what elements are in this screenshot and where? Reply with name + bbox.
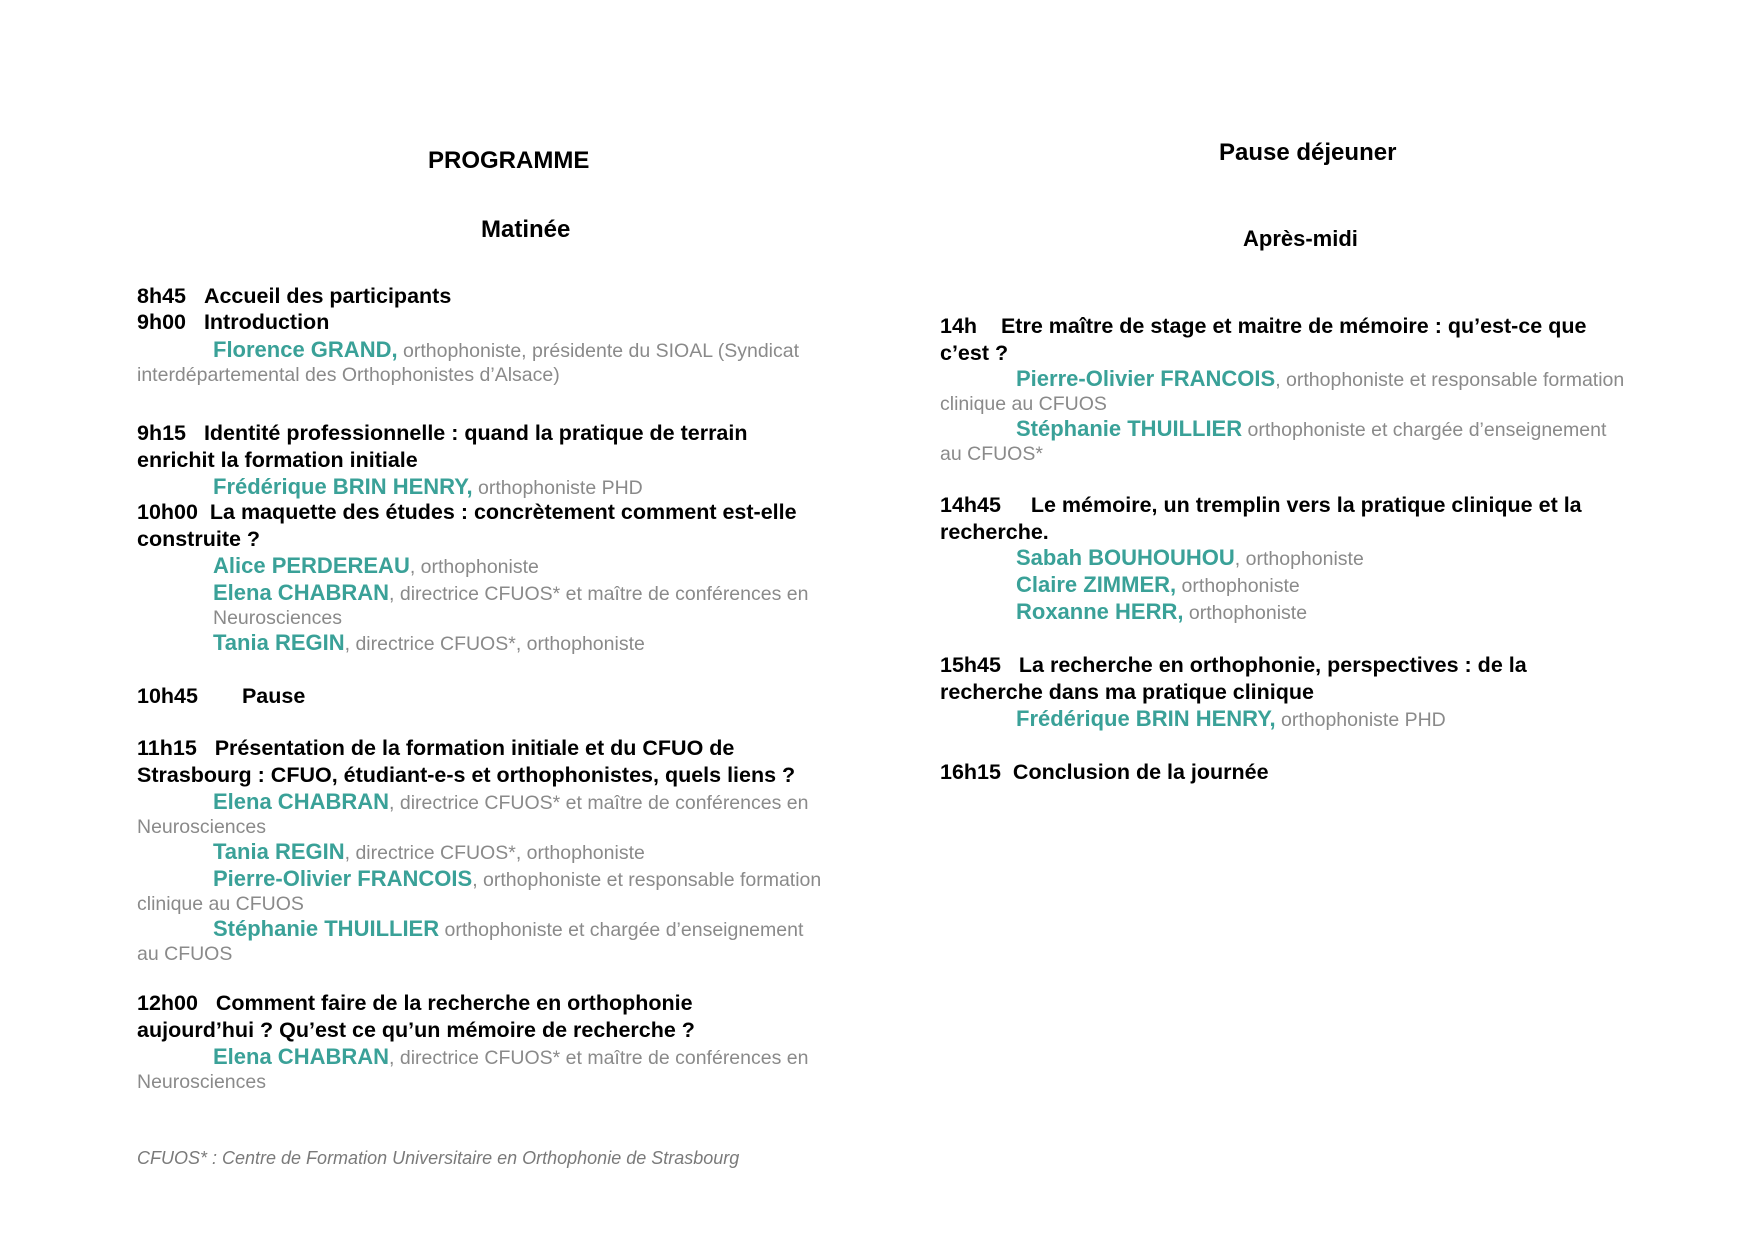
- program-item: [137, 283, 857, 310]
- item-time: 15h45: [940, 653, 1001, 677]
- item-title-line-2: recherche.: [940, 519, 1049, 544]
- speaker-role: orthophoniste: [1183, 602, 1308, 624]
- speaker-role: orthophoniste et chargée d’enseignement: [439, 919, 804, 941]
- speaker-role: orthophoniste et chargée d’enseignement: [1242, 419, 1607, 441]
- item-title-line-1: Identité professionnelle : quand la pratique de terrain: [203, 421, 748, 445]
- speaker-name: Roxanne HERR,: [1016, 599, 1184, 624]
- program-item: [137, 420, 857, 473]
- speaker-role: , orthophoniste: [1234, 548, 1364, 570]
- speaker-name: Elena CHABRAN: [213, 1044, 390, 1069]
- item-title: Pause: [241, 684, 306, 708]
- item-title-line-2: c’est ?: [940, 340, 1009, 365]
- speaker-role: orthophoniste: [1176, 575, 1300, 597]
- speaker: [137, 1044, 857, 1094]
- speaker: [137, 337, 857, 387]
- item-time: 10h45: [137, 684, 198, 708]
- item-title-line-1: La maquette des études : concrètement comment est-elle: [209, 500, 797, 524]
- speaker: [137, 916, 857, 966]
- speaker-role: , directrice CFUOS*, orthophoniste: [344, 842, 645, 864]
- speaker-role: orthophoniste, présidente du SIOAL (Syndicat: [397, 340, 800, 362]
- speaker: [137, 839, 857, 866]
- item-time: 12h00: [137, 991, 198, 1015]
- speaker-name: Frédérique BRIN HENRY,: [1016, 706, 1276, 731]
- speaker-role: , orthophoniste et responsable formation: [1275, 369, 1625, 391]
- item-title-line-2: aujourd’hui ? Qu’est ce qu’un mémoire de recherche ?: [137, 1017, 695, 1042]
- speaker-name: Sabah BOUHOUHOU: [1016, 545, 1235, 570]
- item-title-line-2: recherche dans ma pratique clinique: [940, 679, 1314, 704]
- speaker-name: Elena CHABRAN: [213, 580, 390, 605]
- program-item: [137, 499, 857, 552]
- item-title-line-1: Etre maître de stage et maitre de mémoire : qu’est-ce que: [1000, 314, 1587, 338]
- lunch-heading: Pause déjeuner: [1219, 139, 1397, 166]
- program-item: [137, 309, 857, 336]
- program-item: [137, 735, 857, 788]
- speaker: [137, 553, 857, 580]
- speaker-role-continued: au CFUOS*: [940, 442, 1043, 465]
- speaker-name: Tania REGIN: [213, 839, 345, 864]
- speaker: [137, 866, 857, 916]
- item-title-line-2: enrichit la formation initiale: [137, 447, 418, 472]
- speaker: [940, 416, 1672, 466]
- speaker-role: , directrice CFUOS* et maître de conférences en: [389, 583, 809, 605]
- speaker-role-continued: clinique au CFUOS: [137, 892, 304, 915]
- speaker-name: Frédérique BRIN HENRY,: [213, 474, 473, 499]
- program-item: [940, 313, 1672, 366]
- speaker-role: , orthophoniste: [409, 556, 539, 578]
- program-item: [940, 652, 1672, 705]
- speaker-role: , directrice CFUOS* et maître de conférences en: [389, 1047, 809, 1069]
- programme-title: PROGRAMME: [428, 147, 590, 174]
- item-time: 8h45: [137, 284, 187, 308]
- footnote: CFUOS* : Centre de Formation Universitaire en Orthophonie de Strasbourg: [137, 1148, 740, 1168]
- morning-heading: Matinée: [481, 216, 571, 243]
- speaker-name: Claire ZIMMER,: [1016, 572, 1177, 597]
- speaker-role: , directrice CFUOS*, orthophoniste: [344, 633, 645, 655]
- speaker: [137, 630, 857, 657]
- item-title-line-1: Présentation de la formation initiale et du CFUO de: [214, 736, 735, 760]
- speaker-role-continued: Neurosciences: [213, 606, 342, 629]
- speaker-role-continued: clinique au CFUOS: [940, 392, 1107, 415]
- program-item: [137, 683, 857, 710]
- speaker-name: Stéphanie THUILLIER: [213, 916, 440, 941]
- speaker-role-continued: au CFUOS: [137, 942, 233, 965]
- speaker-name: Pierre-Olivier FRANCOIS: [213, 866, 473, 891]
- speaker-name: Alice PERDEREAU: [213, 553, 410, 578]
- speaker: [137, 580, 857, 630]
- program-item: [940, 759, 1672, 786]
- speaker-name: Elena CHABRAN: [213, 789, 390, 814]
- speaker: [940, 545, 1672, 572]
- speaker-name: Tania REGIN: [213, 630, 345, 655]
- speaker-role-continued: Neurosciences: [137, 1070, 266, 1093]
- speaker-role: , directrice CFUOS* et maître de conférences en: [389, 792, 809, 814]
- speaker: [940, 572, 1672, 599]
- item-title-line-1: Comment faire de la recherche en orthophonie: [215, 991, 693, 1015]
- item-time: 11h15: [137, 736, 197, 760]
- speaker: [137, 474, 857, 501]
- item-time: 9h15: [137, 421, 187, 445]
- speaker-name: Florence GRAND,: [213, 337, 398, 362]
- speaker: [940, 599, 1672, 626]
- speaker-name: Stéphanie THUILLIER: [1016, 416, 1243, 441]
- speaker-role: orthophoniste PHD: [1275, 709, 1446, 731]
- item-title: Introduction: [203, 310, 330, 334]
- item-title: Accueil des participants: [203, 284, 452, 308]
- item-title-line-2: construite ?: [137, 526, 261, 551]
- item-title-line-2: Strasbourg : CFUO, étudiant-e-s et orthophonistes, quels liens ?: [137, 762, 796, 787]
- item-time: 14h: [940, 314, 978, 338]
- item-time: 14h45: [940, 493, 1001, 517]
- speaker-role-continued: interdépartemental des Orthophonistes d’Alsace): [137, 363, 560, 386]
- program-item: [137, 990, 857, 1043]
- item-time: 9h00: [137, 310, 187, 334]
- speaker-name: Pierre-Olivier FRANCOIS: [1016, 366, 1276, 391]
- item-title-line-1: Le mémoire, un tremplin vers la pratique clinique et la: [1030, 493, 1582, 517]
- speaker-role: orthophoniste PHD: [472, 477, 643, 499]
- speaker-role: , orthophoniste et responsable formation: [472, 869, 822, 891]
- speaker: [940, 366, 1672, 416]
- item-time: 16h15: [940, 760, 1001, 784]
- speaker: [940, 706, 1672, 733]
- speaker: [137, 789, 857, 839]
- program-item: [940, 492, 1672, 545]
- item-title: Conclusion de la journée: [1012, 760, 1269, 784]
- afternoon-heading: Après-midi: [1243, 226, 1358, 251]
- speaker-role-continued: Neurosciences: [137, 815, 266, 838]
- item-title-line-1: La recherche en orthophonie, perspectives : de la: [1018, 653, 1527, 677]
- item-time: 10h00: [137, 500, 198, 524]
